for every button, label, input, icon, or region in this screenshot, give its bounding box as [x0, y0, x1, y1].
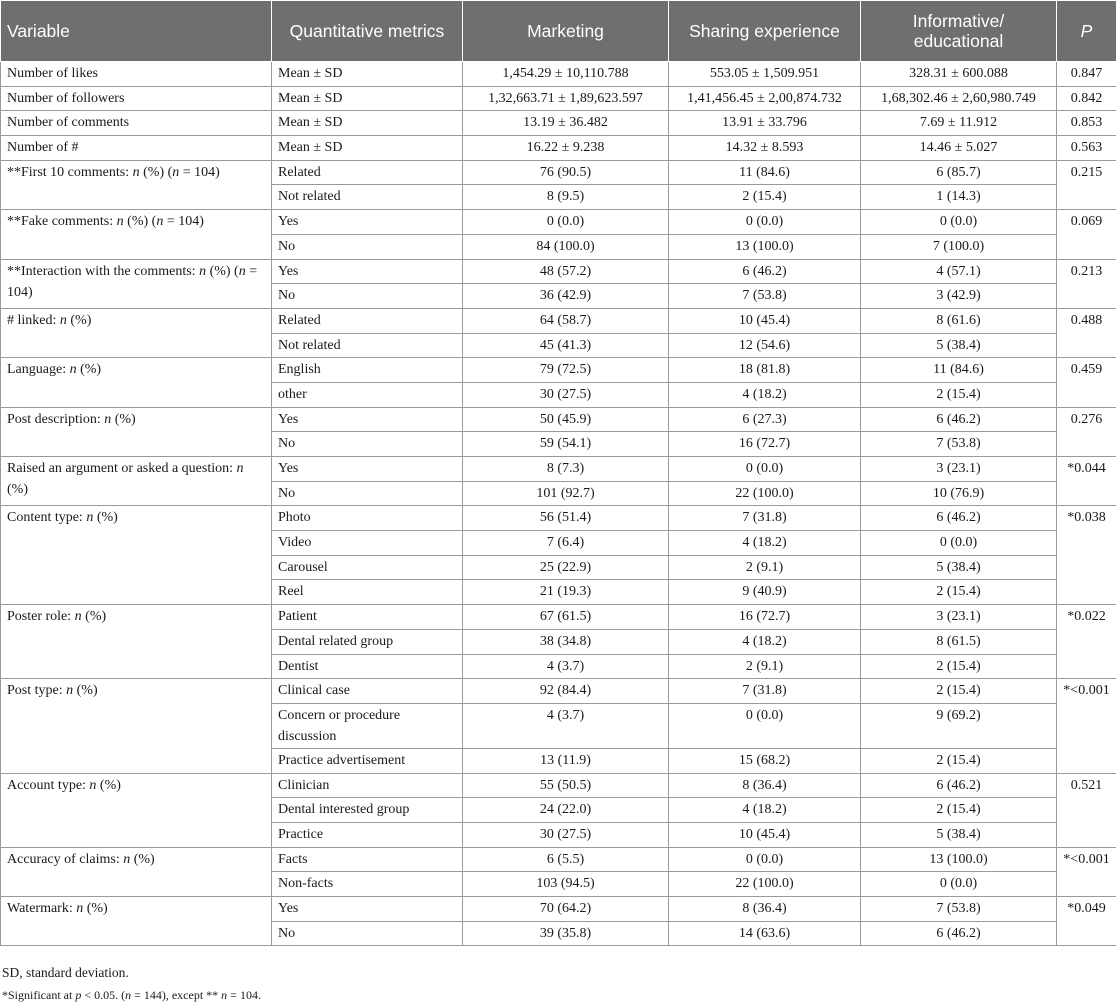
table-row: [1, 136, 1116, 161]
informative-educational-cell: 1,68,302.46 ± 2,60,980.749: [861, 86, 1057, 111]
informative-educational-cell: 5 (38.4): [861, 822, 1057, 847]
metric-cell: Concern or procedure discussion: [272, 703, 463, 748]
marketing-cell: 30 (27.5): [463, 822, 669, 847]
header-sharing-experience: Sharing experience: [669, 1, 861, 62]
sharing-experience-cell: 2 (9.1): [669, 654, 861, 679]
informative-educational-cell: 6 (46.2): [861, 773, 1057, 798]
metric-cell: No: [272, 432, 463, 457]
informative-educational-cell: 6 (46.2): [861, 921, 1057, 946]
p-value-cell: *0.044: [1057, 457, 1116, 506]
sharing-experience-cell: 9 (40.9): [669, 580, 861, 605]
sharing-experience-cell: 0 (0.0): [669, 457, 861, 482]
variable-cell: **First 10 comments: n (%) (n = 104): [1, 160, 272, 209]
informative-educational-cell: 2 (15.4): [861, 382, 1057, 407]
sharing-experience-cell: 18 (81.8): [669, 358, 861, 383]
marketing-cell: 25 (22.9): [463, 555, 669, 580]
informative-educational-cell: 2 (15.4): [861, 580, 1057, 605]
metric-cell: No: [272, 481, 463, 506]
marketing-cell: 70 (64.2): [463, 897, 669, 922]
informative-educational-cell: 9 (69.2): [861, 703, 1057, 748]
informative-educational-cell: 7 (53.8): [861, 432, 1057, 457]
variable-cell: Accuracy of claims: n (%): [1, 847, 272, 896]
informative-educational-cell: 328.31 ± 600.088: [861, 62, 1057, 87]
sharing-experience-cell: 8 (36.4): [669, 773, 861, 798]
variable-cell: Number of #: [1, 136, 272, 161]
metric-cell: Patient: [272, 605, 463, 630]
informative-educational-cell: 10 (76.9): [861, 481, 1057, 506]
marketing-cell: 0 (0.0): [463, 210, 669, 235]
metric-cell: Carousel: [272, 555, 463, 580]
metric-cell: Dental related group: [272, 629, 463, 654]
metric-cell: Yes: [272, 259, 463, 284]
informative-educational-cell: 3 (23.1): [861, 457, 1057, 482]
informative-educational-cell: 2 (15.4): [861, 748, 1057, 773]
informative-educational-cell: 2 (15.4): [861, 679, 1057, 704]
informative-educational-cell: 0 (0.0): [861, 872, 1057, 897]
metric-cell: Related: [272, 308, 463, 333]
sharing-experience-cell: 14.32 ± 8.593: [669, 136, 861, 161]
marketing-cell: 4 (3.7): [463, 703, 669, 748]
header-p-value: P: [1057, 1, 1116, 62]
informative-educational-cell: 7 (100.0): [861, 234, 1057, 259]
sharing-experience-cell: 12 (54.6): [669, 333, 861, 358]
informative-educational-cell: 1 (14.3): [861, 185, 1057, 210]
variable-cell: Post type: n (%): [1, 679, 272, 773]
marketing-cell: 13.19 ± 36.482: [463, 111, 669, 136]
metric-cell: Mean ± SD: [272, 86, 463, 111]
p-value-cell: 0.521: [1057, 773, 1116, 847]
variable-cell: Post description: n (%): [1, 407, 272, 456]
marketing-cell: 64 (58.7): [463, 308, 669, 333]
marketing-cell: 8 (9.5): [463, 185, 669, 210]
informative-educational-cell: 0 (0.0): [861, 210, 1057, 235]
marketing-cell: 101 (92.7): [463, 481, 669, 506]
sharing-experience-cell: 7 (31.8): [669, 679, 861, 704]
sharing-experience-cell: 4 (18.2): [669, 531, 861, 556]
variable-cell: # linked: n (%): [1, 308, 272, 357]
marketing-cell: 16.22 ± 9.238: [463, 136, 669, 161]
variable-cell: Number of comments: [1, 111, 272, 136]
metric-cell: Yes: [272, 210, 463, 235]
informative-educational-cell: 6 (46.2): [861, 506, 1057, 531]
table-row: [1, 308, 1116, 333]
marketing-cell: 59 (54.1): [463, 432, 669, 457]
metric-cell: Not related: [272, 185, 463, 210]
marketing-cell: 48 (57.2): [463, 259, 669, 284]
informative-educational-cell: 7.69 ± 11.912: [861, 111, 1057, 136]
sharing-experience-cell: 13.91 ± 33.796: [669, 111, 861, 136]
table-row: [1, 506, 1116, 531]
variable-cell: Raised an argument or asked a question: n (%): [1, 457, 272, 506]
metric-cell: English: [272, 358, 463, 383]
marketing-cell: 21 (19.3): [463, 580, 669, 605]
p-value-cell: 0.213: [1057, 259, 1116, 308]
footnotes: [0, 964, 1116, 1003]
metric-cell: other: [272, 382, 463, 407]
informative-educational-cell: 3 (23.1): [861, 605, 1057, 630]
marketing-cell: 56 (51.4): [463, 506, 669, 531]
sharing-experience-cell: 1,41,456.45 ± 2,00,874.732: [669, 86, 861, 111]
header-variable: Variable: [1, 1, 272, 62]
informative-educational-cell: 2 (15.4): [861, 654, 1057, 679]
header-row: [1, 1, 1116, 62]
informative-educational-cell: 0 (0.0): [861, 531, 1057, 556]
informative-educational-cell: 8 (61.5): [861, 629, 1057, 654]
sharing-experience-cell: 22 (100.0): [669, 872, 861, 897]
metric-cell: Practice: [272, 822, 463, 847]
marketing-cell: 55 (50.5): [463, 773, 669, 798]
p-value-cell: *0.049: [1057, 897, 1116, 946]
variable-cell: **Fake comments: n (%) (n = 104): [1, 210, 272, 259]
p-value-cell: 0.563: [1057, 136, 1116, 161]
informative-educational-cell: 6 (85.7): [861, 160, 1057, 185]
informative-educational-cell: 4 (57.1): [861, 259, 1057, 284]
variable-cell: Account type: n (%): [1, 773, 272, 847]
table-row: [1, 679, 1116, 704]
variable-cell: Number of followers: [1, 86, 272, 111]
p-value-cell: *0.038: [1057, 506, 1116, 605]
marketing-cell: 39 (35.8): [463, 921, 669, 946]
marketing-cell: 92 (84.4): [463, 679, 669, 704]
sharing-experience-cell: 22 (100.0): [669, 481, 861, 506]
table-row: [1, 605, 1116, 630]
table-row: [1, 773, 1116, 798]
metric-cell: Practice advertisement: [272, 748, 463, 773]
marketing-cell: 13 (11.9): [463, 748, 669, 773]
sharing-experience-cell: 4 (18.2): [669, 382, 861, 407]
sharing-experience-cell: 2 (9.1): [669, 555, 861, 580]
sharing-experience-cell: 13 (100.0): [669, 234, 861, 259]
informative-educational-cell: 5 (38.4): [861, 333, 1057, 358]
marketing-cell: 50 (45.9): [463, 407, 669, 432]
variable-cell: Content type: n (%): [1, 506, 272, 605]
sharing-experience-cell: 10 (45.4): [669, 308, 861, 333]
metric-cell: No: [272, 284, 463, 309]
metric-cell: Reel: [272, 580, 463, 605]
p-value-cell: 0.459: [1057, 358, 1116, 407]
sharing-experience-cell: 2 (15.4): [669, 185, 861, 210]
variable-cell: **Interaction with the comments: n (%) (n = 104): [1, 259, 272, 308]
table-row: [1, 111, 1116, 136]
informative-educational-cell: 11 (84.6): [861, 358, 1057, 383]
marketing-cell: 7 (6.4): [463, 531, 669, 556]
metric-cell: Clinical case: [272, 679, 463, 704]
sharing-experience-cell: 553.05 ± 1,509.951: [669, 62, 861, 87]
marketing-cell: 45 (41.3): [463, 333, 669, 358]
variable-cell: Poster role: n (%): [1, 605, 272, 679]
table-body: [1, 62, 1116, 946]
header-quantitative-metrics: Quantitative metrics: [272, 1, 463, 62]
sharing-experience-cell: 16 (72.7): [669, 605, 861, 630]
metric-cell: No: [272, 921, 463, 946]
marketing-cell: 84 (100.0): [463, 234, 669, 259]
sharing-experience-cell: 6 (46.2): [669, 259, 861, 284]
header-marketing: Marketing: [463, 1, 669, 62]
marketing-cell: 36 (42.9): [463, 284, 669, 309]
p-value-cell: 0.847: [1057, 62, 1116, 87]
table-row: [1, 160, 1116, 185]
informative-educational-cell: 6 (46.2): [861, 407, 1057, 432]
metric-cell: Mean ± SD: [272, 111, 463, 136]
sharing-experience-cell: 0 (0.0): [669, 703, 861, 748]
p-value-cell: 0.276: [1057, 407, 1116, 456]
variable-cell: Language: n (%): [1, 358, 272, 407]
sharing-experience-cell: 7 (31.8): [669, 506, 861, 531]
table-row: [1, 358, 1116, 383]
metric-cell: Mean ± SD: [272, 62, 463, 87]
marketing-cell: 103 (94.5): [463, 872, 669, 897]
table-row: [1, 86, 1116, 111]
marketing-cell: 38 (34.8): [463, 629, 669, 654]
sharing-experience-cell: 7 (53.8): [669, 284, 861, 309]
metric-cell: Clinician: [272, 773, 463, 798]
footnote-significance: *Significant at p < 0.05. (n = 144), except ** n = 104.: [2, 988, 1116, 1003]
p-value-cell: 0.842: [1057, 86, 1116, 111]
metric-cell: Mean ± SD: [272, 136, 463, 161]
informative-educational-cell: 14.46 ± 5.027: [861, 136, 1057, 161]
metric-cell: Not related: [272, 333, 463, 358]
metric-cell: No: [272, 234, 463, 259]
marketing-cell: 76 (90.5): [463, 160, 669, 185]
informative-educational-cell: 7 (53.8): [861, 897, 1057, 922]
sharing-experience-cell: 0 (0.0): [669, 210, 861, 235]
sharing-experience-cell: 14 (63.6): [669, 921, 861, 946]
sharing-experience-cell: 15 (68.2): [669, 748, 861, 773]
table-row: [1, 897, 1116, 922]
metric-cell: Yes: [272, 897, 463, 922]
sharing-experience-cell: 16 (72.7): [669, 432, 861, 457]
p-value-cell: *0.022: [1057, 605, 1116, 679]
table-row: [1, 259, 1116, 284]
marketing-cell: 6 (5.5): [463, 847, 669, 872]
informative-educational-cell: 3 (42.9): [861, 284, 1057, 309]
metric-cell: Facts: [272, 847, 463, 872]
marketing-cell: 4 (3.7): [463, 654, 669, 679]
informative-educational-cell: 13 (100.0): [861, 847, 1057, 872]
sharing-experience-cell: 4 (18.2): [669, 629, 861, 654]
metric-cell: Dentist: [272, 654, 463, 679]
table-row: [1, 847, 1116, 872]
variable-cell: Number of likes: [1, 62, 272, 87]
sharing-experience-cell: 10 (45.4): [669, 822, 861, 847]
p-value-cell: 0.488: [1057, 308, 1116, 357]
informative-educational-cell: 2 (15.4): [861, 798, 1057, 823]
marketing-cell: 8 (7.3): [463, 457, 669, 482]
metric-cell: Related: [272, 160, 463, 185]
marketing-cell: 1,32,663.71 ± 1,89,623.597: [463, 86, 669, 111]
marketing-cell: 1,454.29 ± 10,110.788: [463, 62, 669, 87]
p-value-cell: *<0.001: [1057, 679, 1116, 773]
marketing-cell: 67 (61.5): [463, 605, 669, 630]
variable-cell: Watermark: n (%): [1, 897, 272, 946]
footnote-sd: SD, standard deviation.: [2, 964, 1116, 981]
sharing-experience-cell: 8 (36.4): [669, 897, 861, 922]
metric-cell: Photo: [272, 506, 463, 531]
sharing-experience-cell: 11 (84.6): [669, 160, 861, 185]
marketing-cell: 79 (72.5): [463, 358, 669, 383]
informative-educational-cell: 8 (61.6): [861, 308, 1057, 333]
metric-cell: Yes: [272, 457, 463, 482]
p-value-cell: *<0.001: [1057, 847, 1116, 896]
table-row: [1, 210, 1116, 235]
table-row: [1, 62, 1116, 87]
informative-educational-cell: 5 (38.4): [861, 555, 1057, 580]
sharing-experience-cell: 0 (0.0): [669, 847, 861, 872]
metric-cell: Yes: [272, 407, 463, 432]
marketing-cell: 30 (27.5): [463, 382, 669, 407]
table-row: [1, 457, 1116, 482]
metric-cell: Video: [272, 531, 463, 556]
sharing-experience-cell: 4 (18.2): [669, 798, 861, 823]
p-value-cell: 0.215: [1057, 160, 1116, 209]
marketing-cell: 24 (22.0): [463, 798, 669, 823]
table-row: [1, 407, 1116, 432]
metric-cell: Dental interested group: [272, 798, 463, 823]
sharing-experience-cell: 6 (27.3): [669, 407, 861, 432]
header-informative-educational: Informative/ educational: [861, 1, 1057, 62]
p-value-cell: 0.853: [1057, 111, 1116, 136]
p-value-cell: 0.069: [1057, 210, 1116, 259]
metric-cell: Non-facts: [272, 872, 463, 897]
